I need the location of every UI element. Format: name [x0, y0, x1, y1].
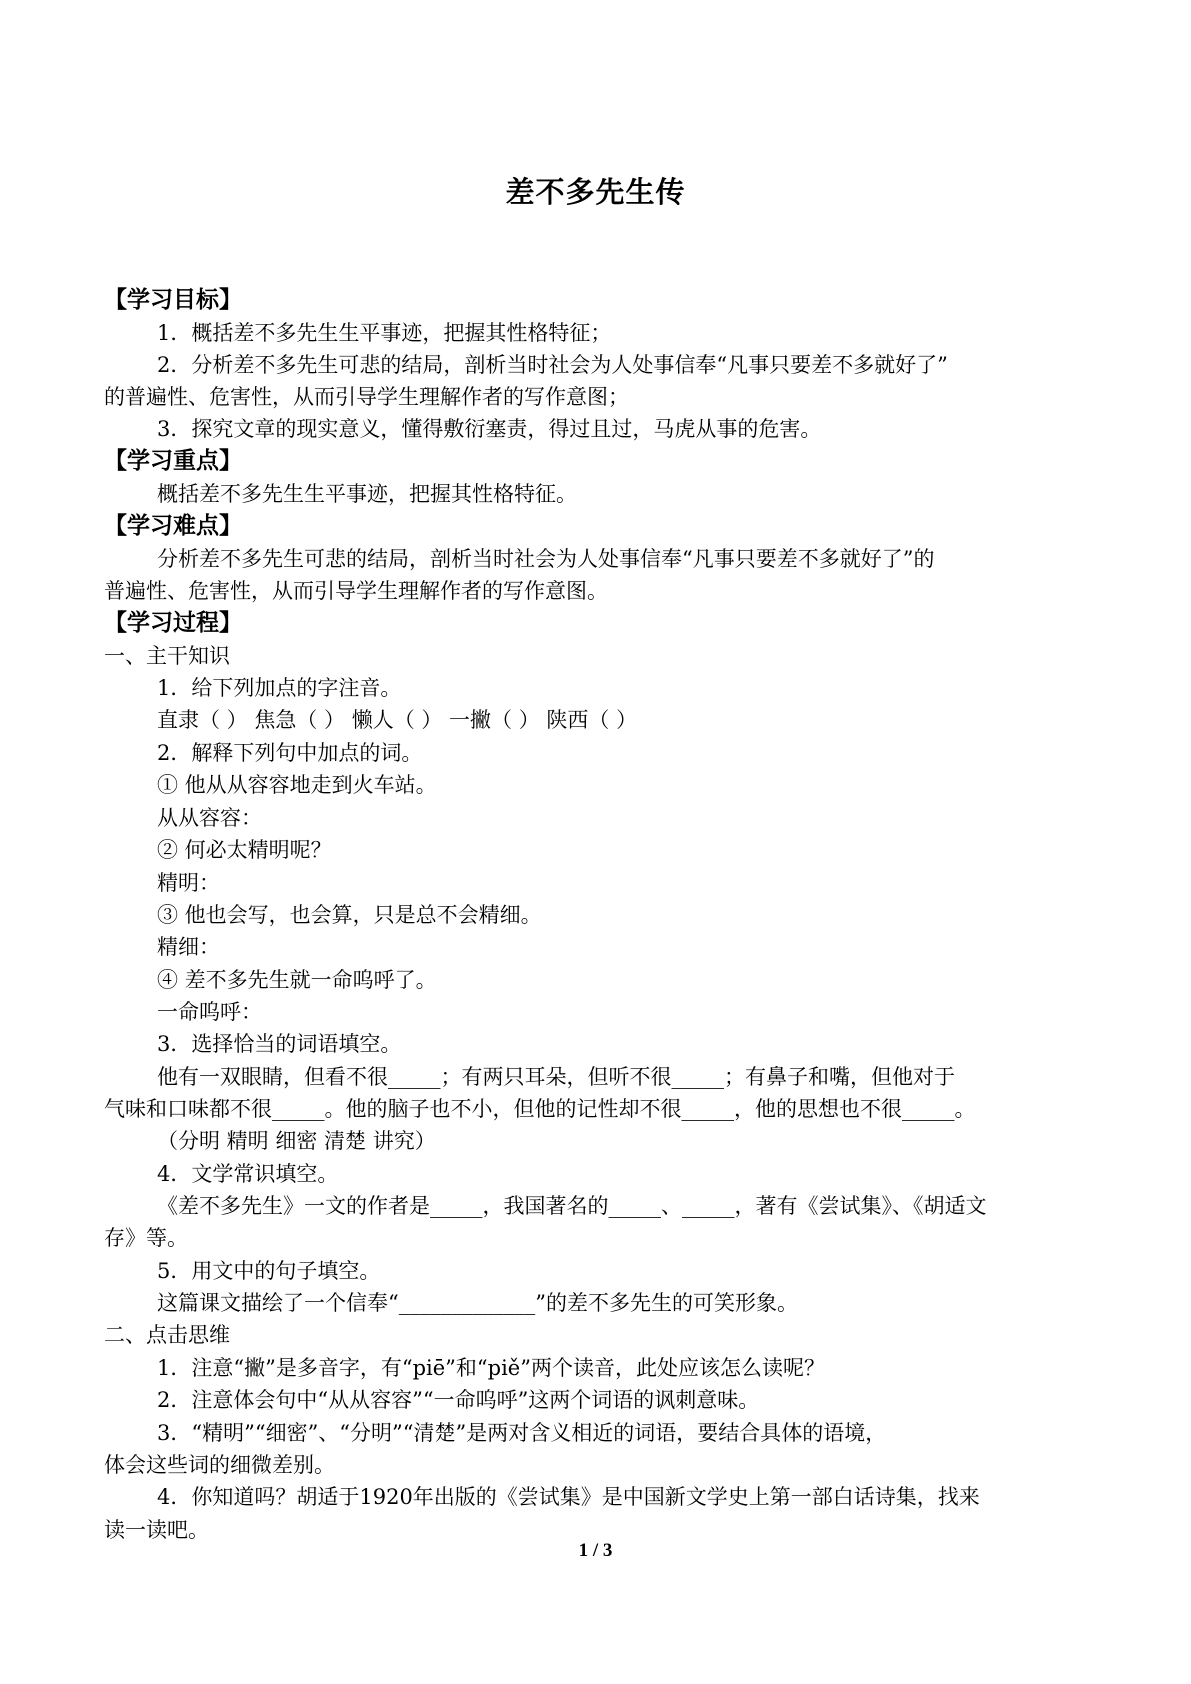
text-line: 1．给下列加点的字注音。	[157, 676, 402, 700]
text-line: 精明：	[157, 871, 220, 895]
text-line: 气味和口味都不很_____。他的脑子也不小，但他的记性却不很_____，他的思想也不很_____。	[104, 1097, 976, 1121]
text-line: 读一读吧。	[104, 1518, 209, 1542]
text-line: 3．探究文章的现实意义，懂得敷衍塞责，得过且过，马虎从事的危害。	[157, 417, 822, 441]
text-line: 3．“精明”“细密”、“分明”“清楚”是两对含义相近的词语，要结合具体的语境，	[157, 1421, 887, 1445]
text-line: （分明 精明 细密 清楚 讲究）	[157, 1129, 436, 1153]
text-line: 2．分析差不多先生可悲的结局，剖析当时社会为人处事信奉“凡事只要差不多就好了”	[157, 353, 948, 377]
text-line: 二、点击思维	[104, 1323, 230, 1347]
text-line: ③ 他也会写，也会算，只是总不会精细。	[157, 903, 542, 927]
text-line: 4．文学常识填空。	[157, 1162, 339, 1186]
document-title: 差不多先生传	[505, 175, 686, 209]
text-line: 概括差不多先生生平事迹，把握其性格特征。	[157, 482, 577, 506]
section-heading: 【学习重点】	[104, 448, 242, 474]
text-line: 2．解释下列句中加点的词。	[157, 741, 423, 765]
text-line: 《差不多先生》一文的作者是_____，我国著名的_____、_____，著有《尝试集》、《胡适文	[157, 1194, 987, 1218]
section-heading: 【学习难点】	[104, 513, 242, 539]
text-line: 他有一双眼睛，但看不很_____；有两只耳朵，但听不很_____；有鼻子和嘴，但他对于	[157, 1065, 955, 1089]
text-line: 一、主干知识	[104, 644, 230, 668]
text-line: 从从容容：	[157, 806, 262, 830]
text-line: ① 他从从容容地走到火车站。	[157, 773, 437, 797]
text-line: 4．你知道吗？胡适于1920年出版的《尝试集》是中国新文学史上第一部白话诗集，找来	[157, 1485, 980, 1509]
text-line: ④ 差不多先生就一命呜呼了。	[157, 968, 437, 992]
text-line: 3．选择恰当的词语填空。	[157, 1032, 402, 1056]
page-number: 1 / 3	[578, 1540, 613, 1561]
text-line: ② 何必太精明呢？	[157, 838, 332, 862]
text-line: 这篇课文描绘了一个信奉“_____________”的差不多先生的可笑形象。	[157, 1291, 798, 1315]
text-line: 存》等。	[104, 1226, 188, 1250]
text-line: 5．用文中的句子填空。	[157, 1259, 381, 1283]
section-heading: 【学习过程】	[104, 610, 242, 636]
text-line: 分析差不多先生可悲的结局，剖析当时社会为人处事信奉“凡事只要差不多就好了”的	[157, 547, 935, 571]
text-line: 一命呜呼：	[157, 1000, 262, 1024]
text-line: 直隶（ ） 焦急（ ） 懒人（ ） 一撇（ ） 陕西（ ）	[157, 708, 638, 732]
text-line: 2．注意体会句中“从从容容”“一命呜呼”这两个词语的讽刺意味。	[157, 1388, 760, 1412]
text-line: 1．概括差不多先生生平事迹，把握其性格特征；	[157, 321, 612, 345]
text-line: 的普遍性、危害性，从而引导学生理解作者的写作意图；	[104, 385, 629, 409]
section-heading: 【学习目标】	[104, 287, 242, 313]
text-line: 1．注意“撇”是多音字，有“piē”和“piě”两个读音，此处应该怎么读呢？	[157, 1356, 825, 1380]
text-line: 精细：	[157, 935, 220, 959]
text-line: 体会这些词的细微差别。	[104, 1453, 335, 1477]
text-line: 普遍性、危害性，从而引导学生理解作者的写作意图。	[104, 579, 608, 603]
